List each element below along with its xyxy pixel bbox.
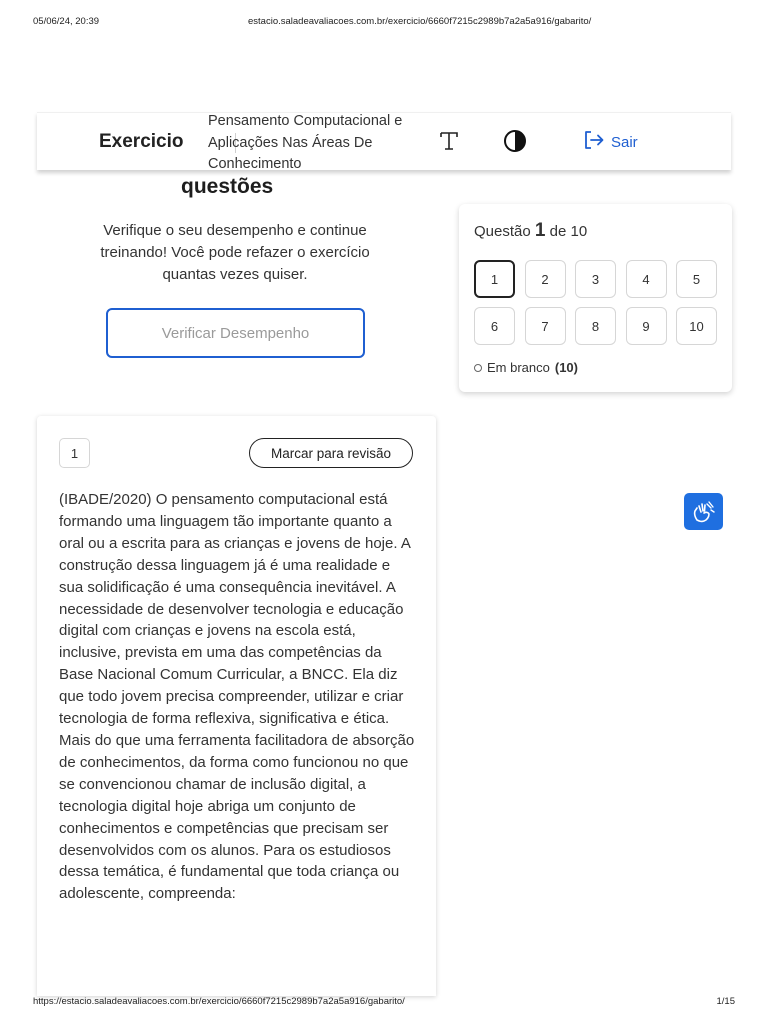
question-button-9[interactable]: 9 [626,307,667,345]
question-button-4[interactable]: 4 [626,260,667,298]
legend-count: (10) [554,360,578,375]
print-datetime: 05/06/24, 20:39 [33,16,100,27]
exit-label: Sair [611,133,638,151]
mark-for-review-button[interactable]: Marcar para revisão [249,438,413,468]
question-number-badge: 1 [59,438,90,468]
sign-language-icon [691,500,717,524]
course-title: Pensamento Computacional e Aplicações Nas Áreas De Conhecimento [208,113,403,172]
text-size-icon[interactable] [435,127,463,155]
question-button-1[interactable]: 1 [474,260,515,298]
sign-language-button[interactable] [684,493,723,530]
question-button-5[interactable]: 5 [676,260,717,298]
question-button-3[interactable]: 3 [575,260,616,298]
brand-title: Exercicio [99,131,184,152]
summary-heading: questões [181,175,274,198]
navigator-suffix: de 10 [549,223,588,240]
topbar [37,112,731,170]
page-count: 1/15 [716,996,735,1007]
question-button-8[interactable]: 8 [575,307,616,345]
question-card [37,416,436,996]
question-statement: (IBADE/2020) O pensamento computacional está formando uma linguagem tão importante quanto a oral ou a escrita para as crianças e jovens de hoje. A construção dessa linguagem já é uma realidade e sua solidificação é uma consequência inevitável. A necessidade de desenvolver tecnologia e educação digital com crianças e jovens na escola está, inclusive, prevista em uma das competências da Base Nacional Comum Curricular, a BNCC. Ela diz que todo jovem precisa compreender, utilizar e criar tecnologia de forma reflexiva, significativa e ética. Mais do que uma ferramenta facilitadora de absorção de conhecimentos, da forma como funcionou no que se convencionou chamar de inclusão digital, a tecnologia digital hoje abriga um conjunto de conhecimentos e competências que precisam ser desenvolvidos com os alunos. Para os estudiosos dessa temática, é fundamental que toda criança ou adolescente, compreenda: [59,491,415,903]
navigator-prefix: Questão [474,223,531,240]
contrast-icon[interactable] [501,127,529,155]
question-grid [474,260,717,345]
blank-circle-icon [474,364,482,372]
question-button-10[interactable]: 10 [676,307,717,345]
summary-intro: Verifique o seu desempenho e continue treinando! Você pode refazer o exercício quantas vezes quiser. [100,222,370,283]
legend-label: Em branco [487,360,550,375]
navigator-current: 1 [534,220,546,241]
print-url: estacio.saladeavaliacoes.com.br/exercicio/6660f7215c2989b7a2a5a916/gabarito/ [248,16,592,27]
question-button-6[interactable]: 6 [474,307,515,345]
footer-url: https://estacio.saladeavaliacoes.com.br/exercicio/6660f7215c2989b7a2a5a916/gabarito/ [33,996,405,1007]
question-button-2[interactable]: 2 [525,260,566,298]
question-button-7[interactable]: 7 [525,307,566,345]
exit-button[interactable] [583,130,638,154]
verify-performance-button[interactable]: Verificar Desempenho [106,308,365,358]
question-navigator [459,204,732,392]
blank-legend [474,360,578,375]
navigator-title [474,220,587,242]
logout-icon [583,130,605,154]
